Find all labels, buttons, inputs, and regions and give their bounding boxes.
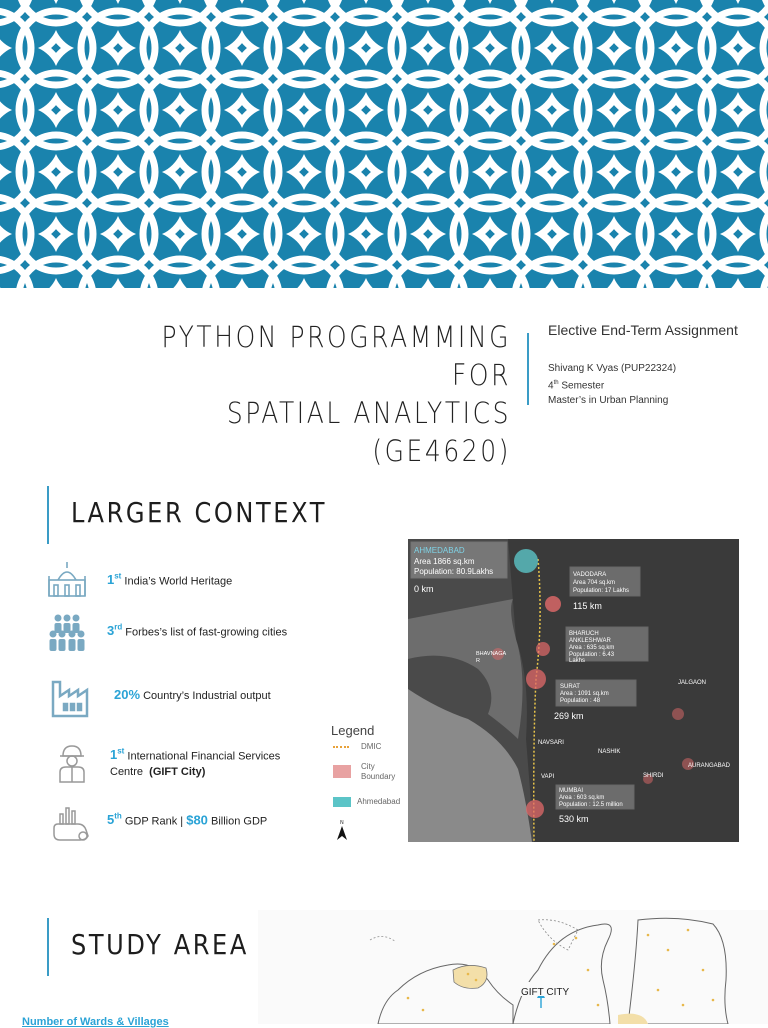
- svg-text:NAVSARI: NAVSARI: [538, 740, 564, 746]
- svg-text:BHARUCH: BHARUCH: [569, 631, 599, 637]
- author-block: [548, 361, 676, 408]
- study-area-map: [258, 910, 768, 1024]
- svg-text:269 km: 269 km: [554, 711, 584, 721]
- svg-text:Population : 48: Population : 48: [560, 698, 601, 704]
- title-line-1: PYTHON PROGRAMMING FOR: [161, 320, 511, 392]
- author-name: Shivang K Vyas (PUP22324): [548, 363, 677, 374]
- worker-icon: [52, 742, 94, 784]
- semester: 4th Semester: [548, 380, 605, 392]
- section-title-study-area: STUDY AREA: [71, 928, 249, 961]
- subtitle: Elective End-Term Assignment: [548, 322, 738, 338]
- svg-text:VAPI: VAPI: [541, 774, 555, 780]
- program: Master’s in Urban Planning: [548, 395, 669, 407]
- svg-text:SURAT: SURAT: [560, 684, 580, 690]
- svg-text:ANKLESHWAR: ANKLESHWAR: [569, 638, 611, 644]
- section-accent-bar: [47, 918, 49, 976]
- heritage-building-icon: [46, 558, 88, 600]
- svg-text:Area : 1091 sq.km: Area : 1091 sq.km: [560, 691, 609, 697]
- svg-text:Population: 17 Lakhs: Population: 17 Lakhs: [573, 588, 630, 594]
- svg-text:BHAVNAGA: BHAVNAGA: [476, 651, 507, 657]
- legend-ahmedabad: Ahmedabad: [357, 797, 401, 806]
- svg-text:530 km: 530 km: [559, 814, 589, 824]
- svg-text:Area 1866 sq.km: Area 1866 sq.km: [414, 557, 475, 566]
- legend-title: Legend: [331, 723, 375, 738]
- fact-industrial: 20% Country’s Industrial output: [114, 687, 271, 702]
- fact-forbes: 3rd Forbes’s list of fast-growing cities: [107, 623, 288, 639]
- title-line-2: SPATIAL ANALYTICS (GE4620): [226, 396, 512, 468]
- gdp-chart-icon: [50, 802, 92, 844]
- svg-text:Population : 12.5 million: Population : 12.5 million: [559, 802, 623, 808]
- svg-text:MUMBAI: MUMBAI: [559, 788, 583, 794]
- decorative-pattern-banner: [0, 0, 768, 288]
- regional-context-map: [408, 539, 739, 842]
- svg-text:AURANGABAD: AURANGABAD: [688, 763, 731, 769]
- svg-text:VADODARA: VADODARA: [573, 572, 607, 578]
- legend-dmic-swatch: [333, 746, 349, 748]
- svg-text:N: N: [340, 820, 344, 826]
- legend-dmic: DMIC: [361, 742, 382, 751]
- svg-text:Area 704 sq.km: Area 704 sq.km: [573, 580, 616, 586]
- factory-icon: [50, 678, 92, 720]
- legend-city-boundary: City Boundary: [361, 762, 396, 781]
- fact-heritage: 1st India’s World Heritage: [107, 572, 233, 588]
- north-arrow-icon: [336, 818, 348, 842]
- presentation-title: [115, 318, 511, 470]
- svg-text:R: R: [476, 658, 480, 664]
- svg-text:Population : 6.43: Population : 6.43: [569, 652, 615, 658]
- crowd-icon: [46, 612, 88, 654]
- svg-text:Area : 635 sq.km: Area : 635 sq.km: [569, 645, 615, 651]
- svg-text:115 km: 115 km: [573, 601, 602, 611]
- section-title-larger-context: LARGER CONTEXT: [71, 496, 328, 529]
- svg-text:Lakhs: Lakhs: [569, 658, 586, 664]
- svg-text:Area : 603 sq.km: Area : 603 sq.km: [559, 795, 605, 801]
- legend-city-swatch: [333, 765, 351, 778]
- fact-gdp: 5th GDP Rank | $80 Billion GDP: [107, 812, 268, 828]
- study-map-graphic: [258, 910, 768, 1024]
- fact-gift-city: 1st International Financial Services Centre (GIFT City): [110, 747, 281, 779]
- legend-ahmedabad-swatch: [333, 797, 351, 807]
- svg-text:JALGAON: JALGAON: [678, 680, 707, 686]
- map-graphic: [408, 539, 739, 842]
- svg-text:SHIRDI: SHIRDI: [643, 773, 664, 779]
- svg-text:Population: 80.9Lakhs: Population: 80.9Lakhs: [414, 567, 494, 576]
- svg-text:NASHIK: NASHIK: [598, 749, 621, 755]
- title-divider: [527, 333, 529, 405]
- svg-text:0 km: 0 km: [414, 584, 434, 594]
- svg-text:GIFT CITY: GIFT CITY: [521, 987, 570, 998]
- svg-text:AHMEDABAD: AHMEDABAD: [414, 546, 465, 555]
- wards-villages-label: Number of Wards & Villages: [22, 1016, 169, 1028]
- section-accent-bar: [47, 486, 49, 544]
